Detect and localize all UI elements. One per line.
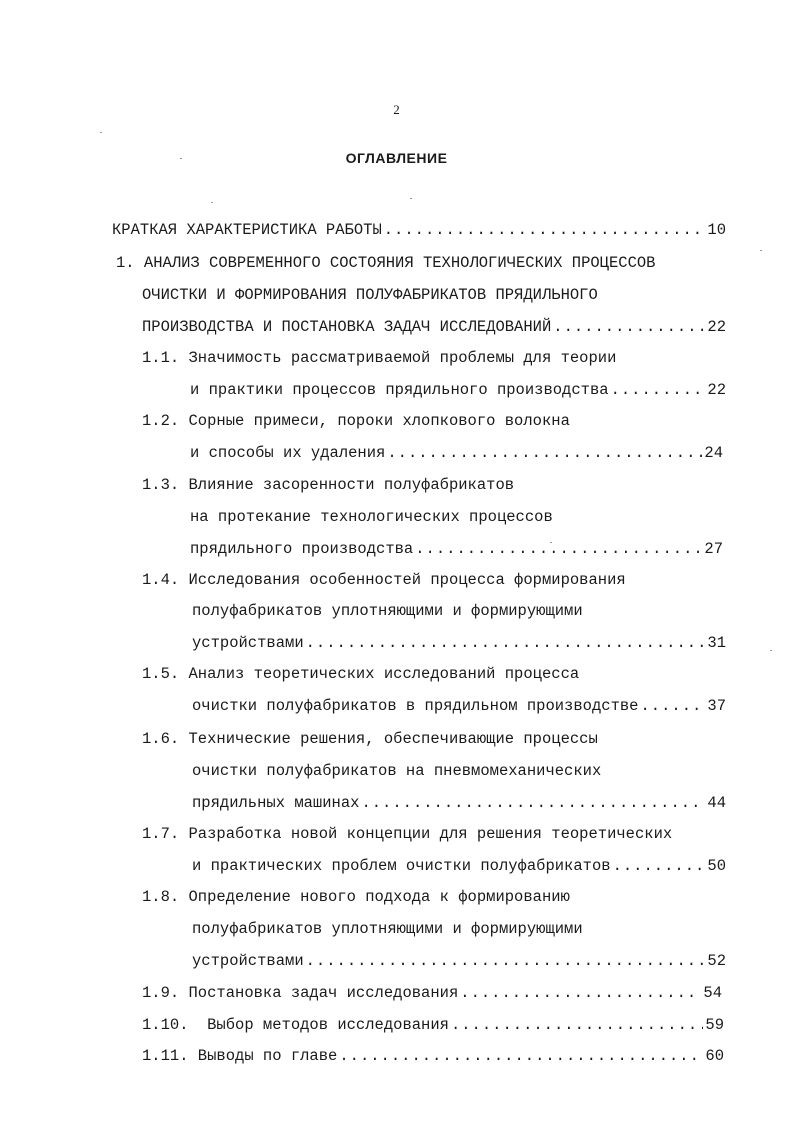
- toc-entry-text: 1.7. Разработка новой концепции для решения теоретических: [142, 825, 673, 843]
- toc-entry-page: 60: [705, 1047, 724, 1065]
- toc-entry-text: 1.9. Постановка задач исследования: [142, 984, 459, 1002]
- toc-entry-text: ПРОИЗВОДСТВА И ПОСТАНОВКА ЗАДАЧ ИССЛЕДОВАНИЙ: [142, 318, 552, 336]
- toc-entry-text: прядильных машинах: [192, 794, 360, 812]
- toc-entry: [142, 411, 570, 431]
- scan-speck: [180, 158, 182, 159]
- scan-speck: [100, 132, 102, 133]
- toc-entry-text: 1.3. Влияние засоренности полуфабрикатов: [142, 476, 515, 494]
- toc-entry-text: на протекание технологических процессов: [190, 508, 553, 526]
- toc-leader-dots: [415, 539, 702, 559]
- toc-entry: [142, 317, 726, 337]
- toc-leader-dots: [306, 951, 706, 971]
- toc-entry-text: 1.8. Определение нового подхода к формированию: [142, 888, 570, 906]
- toc-entry-text: очистки полуфабрикатов на пневмомеханических: [192, 762, 602, 780]
- toc-leader-dots: [611, 380, 706, 400]
- toc-entry-page: 22: [707, 318, 726, 336]
- toc-leader-dots: [451, 1015, 703, 1035]
- toc-entry-text: полуфабрикатов уплотняющими и формирующими: [192, 602, 583, 620]
- toc-entry-text: очистки полуфабрикатов в прядильном производстве: [192, 697, 639, 715]
- toc-entry-text: 1.2. Сорные примеси, пороки хлопкового волокна: [142, 412, 570, 430]
- scan-speck: [410, 198, 412, 199]
- toc-entry-text: 1.1. Значимость рассматриваемой проблемы для теории: [142, 349, 617, 367]
- toc-entry-text: КРАТКАЯ ХАРАКТЕРИСТИКА РАБОТЫ: [112, 221, 382, 239]
- toc-title: ОГЛАВЛЕНИЕ: [345, 150, 448, 166]
- toc-entry: [142, 348, 616, 368]
- scan-speck: [770, 650, 772, 651]
- toc-entry: [192, 633, 726, 653]
- toc-entry-page: 24: [704, 444, 723, 462]
- toc-leader-dots: [306, 633, 706, 653]
- toc-entry: [190, 443, 723, 463]
- toc-entry: [142, 1015, 724, 1035]
- scan-speck: [550, 542, 552, 543]
- toc-entry: [190, 507, 553, 527]
- toc-entry-text: ОЧИСТКИ И ФОРМИРОВАНИЯ ПОЛУФАБРИКАТОВ ПРЯДИЛЬНОГО: [142, 286, 598, 304]
- toc-entry-text: и способы их удаления: [190, 444, 386, 462]
- toc-entry-text: 1.10. Выбор методов исследования: [142, 1016, 449, 1034]
- scan-speck: [760, 250, 762, 251]
- toc-entry: [142, 729, 598, 749]
- toc-entry: [192, 856, 726, 876]
- toc-entry-page: 31: [707, 634, 726, 652]
- toc-entry-page: 37: [707, 697, 726, 715]
- toc-entry-text: и практики процессов прядильного производства: [190, 381, 609, 399]
- toc-entry-page: 54: [703, 984, 722, 1002]
- toc-entry: [192, 793, 726, 813]
- toc-entry: [142, 983, 722, 1003]
- toc-entry-text: и практических проблем очистки полуфабрикатов: [192, 857, 611, 875]
- toc-entry-page: 27: [704, 540, 723, 558]
- toc-entry: [192, 919, 583, 939]
- toc-entry-page: 59: [705, 1016, 724, 1034]
- toc-entry: [142, 824, 672, 844]
- toc-entry: [190, 380, 726, 400]
- toc-entry-page: 44: [707, 794, 726, 812]
- toc-entry-page: 52: [707, 952, 726, 970]
- toc-entry-text: полуфабрикатов уплотняющими и формирующими: [192, 920, 583, 938]
- toc-entry-text: 1. АНАЛИЗ СОВРЕМЕННОГО СОСТОЯНИЯ ТЕХНОЛОГИЧЕСКИХ ПРОЦЕССОВ: [116, 254, 656, 272]
- toc-leader-dots: [553, 317, 705, 337]
- toc-leader-dots: [460, 983, 701, 1003]
- toc-entry: [142, 285, 598, 305]
- toc-entry: [192, 601, 583, 621]
- toc-entry-text: 1.5. Анализ теоретических исследований процесса: [142, 665, 580, 683]
- toc-entry: [142, 664, 579, 684]
- toc-entry-page: 22: [707, 381, 726, 399]
- toc-entry: [142, 887, 570, 907]
- toc-entry: [192, 951, 726, 971]
- toc-entry: [142, 475, 514, 495]
- toc-leader-dots: [640, 696, 705, 716]
- toc-entry-text: 1.11. Выводы по главе: [142, 1047, 338, 1065]
- toc-entry: [192, 696, 726, 716]
- toc-entry: [190, 539, 723, 559]
- toc-entry-text: прядильного производства: [190, 540, 414, 558]
- toc-entry: [116, 253, 656, 273]
- toc-entry-page: 10: [707, 221, 726, 239]
- toc-entry: [112, 220, 726, 240]
- toc-entry: [192, 761, 601, 781]
- toc-entry-text: 1.6. Технические решения, обеспечивающие процессы: [142, 730, 598, 748]
- toc-leader-dots: [384, 220, 706, 240]
- toc-entry-text: 1.4. Исследования особенностей процесса формирования: [142, 571, 626, 589]
- toc-entry: [142, 1046, 724, 1066]
- toc-leader-dots: [387, 443, 702, 463]
- toc-leader-dots: [613, 856, 706, 876]
- toc-leader-dots: [339, 1046, 703, 1066]
- scan-speck: [211, 202, 213, 203]
- toc-entry: [142, 570, 626, 590]
- toc-entry-text: устройствами: [192, 634, 304, 652]
- toc-entry-text: устройствами: [192, 952, 304, 970]
- toc-entry-page: 50: [707, 857, 726, 875]
- page-number: 2: [393, 102, 400, 117]
- toc-leader-dots: [361, 793, 705, 813]
